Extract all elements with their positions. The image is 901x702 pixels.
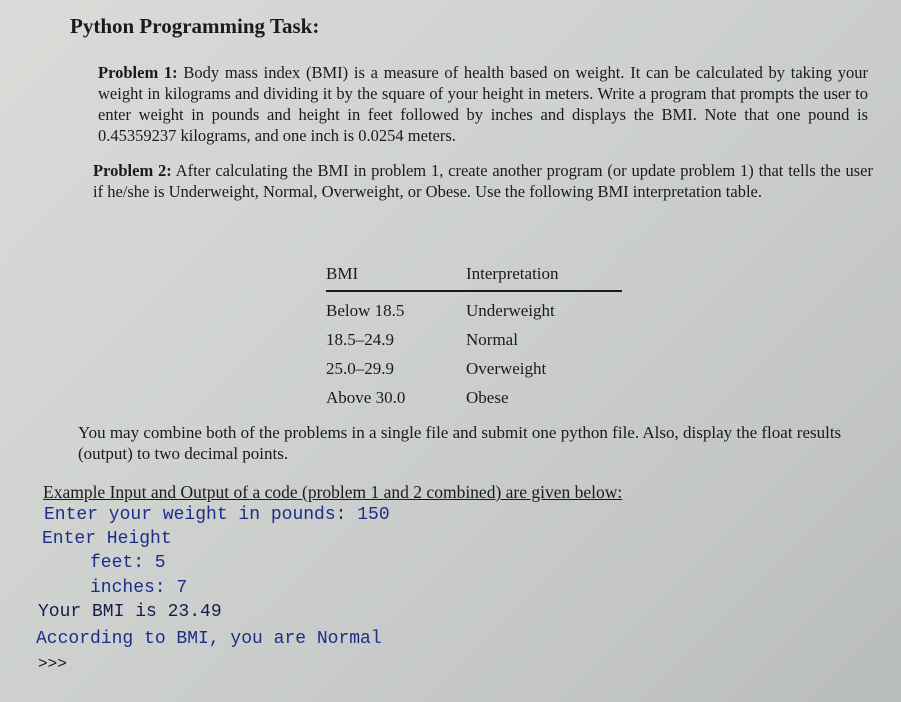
problem-1-label: Problem 1:	[98, 63, 178, 82]
problem-2-text: After calculating the BMI in problem 1, create another program (or update problem 1) that tells the user if he/she is Underweight, Normal, Overweight, or Obese. Use the following BMI interpretation table.	[93, 161, 873, 201]
table-row	[326, 383, 622, 412]
code-line-category-output: According to BMI, you are Normal	[36, 629, 382, 649]
code-line-height-prompt: Enter Height	[42, 529, 172, 549]
table-header-interpretation: Interpretation	[466, 264, 622, 291]
table-cell-bmi: Above 30.0	[326, 387, 406, 407]
table-header-bmi: BMI	[326, 264, 466, 291]
table-header-row	[326, 264, 622, 291]
bmi-interpretation-table	[326, 264, 622, 412]
table-cell-bmi: 18.5–24.9	[326, 329, 394, 349]
code-line-weight-prompt: Enter your weight in pounds: 150	[44, 505, 390, 525]
code-line-bmi-output: Your BMI is 23.49	[38, 602, 222, 622]
table-cell-interpretation: Underweight	[466, 300, 555, 320]
table-cell-bmi: Below 18.5	[326, 300, 405, 320]
code-line-prompt: >>>	[38, 655, 67, 673]
table-row	[326, 325, 622, 354]
problem-2-paragraph	[93, 160, 873, 202]
example-heading: Example Input and Output of a code (problem 1 and 2 combined) are given below:	[43, 482, 623, 502]
table-cell-interpretation: Overweight	[466, 358, 547, 378]
table-row	[326, 291, 622, 325]
problem-1-paragraph	[98, 62, 868, 146]
table-cell-interpretation: Normal	[466, 329, 518, 349]
table-cell-bmi: 25.0–29.9	[326, 358, 394, 378]
code-line-feet: feet: 5	[90, 553, 166, 573]
page-title: Python Programming Task:	[70, 14, 320, 38]
combine-note: You may combine both of the problems in a single file and submit one python file. Also, display the float results (output) to two decimal points.	[78, 423, 842, 463]
table-row	[326, 354, 622, 383]
code-line-inches: inches: 7	[90, 578, 188, 598]
problem-1-text: Body mass index (BMI) is a measure of health based on weight. It can be calculated by taking your weight in kilograms and dividing it by the square of your height in meters. Write a program that prompts the user to enter weight in pounds and height in feet followed by inches and displays the BMI. Note that one pound is 0.45359237 kilograms, and one inch is 0.0254 meters.	[98, 63, 868, 145]
problem-2-label: Problem 2:	[93, 161, 172, 180]
table-cell-interpretation: Obese	[466, 387, 509, 407]
